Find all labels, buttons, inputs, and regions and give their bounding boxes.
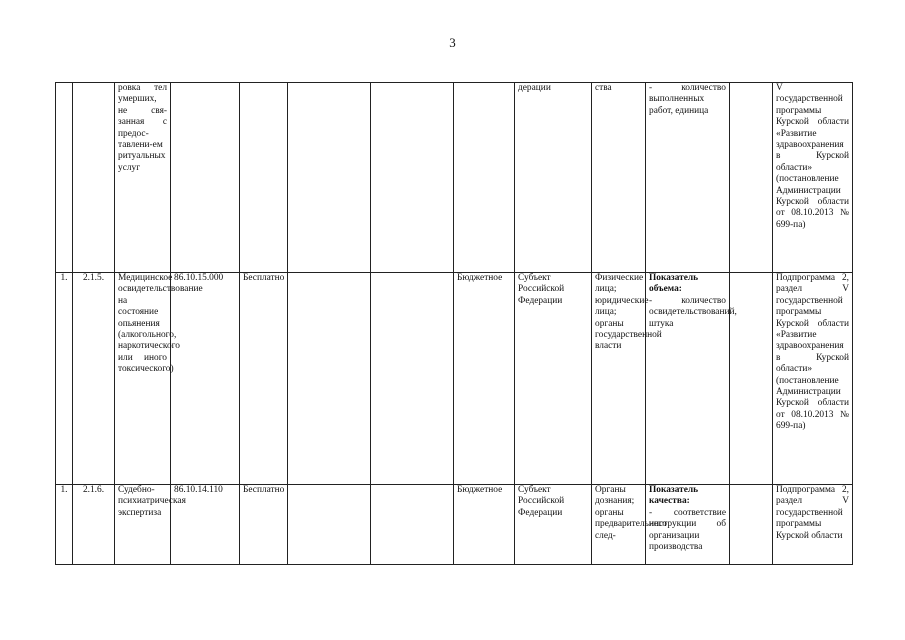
service-code-cell: [73, 83, 115, 273]
founder-cell: Субъект Российской Федерации: [515, 485, 592, 565]
legal-basis-cell: V государственной программы Курской области «Развитие здравоохранения в Курской области» (постановление Администрации Курской области от 08.10.2013 № 699-па): [773, 83, 853, 273]
okved-code-cell: [171, 83, 240, 273]
okved-code-cell: 86.10.15.000: [171, 273, 240, 485]
institution-type-cell: Бюджетное: [454, 273, 515, 485]
cost-cell: [240, 83, 288, 273]
service-name-cell: Медицинское освидетельствование на состояние опьянения (алкогольного, наркотического или иного токсического): [115, 273, 171, 485]
indicator-body: - соответствие инструкции об организации производства: [649, 507, 726, 553]
founder-cell: дерации: [515, 83, 592, 273]
legal-basis-cell: Подпрограмма 2, раздел V государственной программы Курской области «Развитие здравоохранения в Курской области» (постановление Администрации Курской области от 08.10.2013 № 699-па): [773, 273, 853, 485]
founder-cell: Субъект Российской Федерации: [515, 273, 592, 485]
indicator-body: - количество выполненных работ, единица: [649, 83, 726, 116]
institution-type-cell: Бюджетное: [454, 485, 515, 565]
indicator-cell: [646, 485, 730, 565]
indicator-cell: [646, 273, 737, 485]
row-number-cell: 1.: [56, 485, 73, 565]
okved-code-cell: 86.10.14.110: [171, 485, 240, 565]
indicator-title: Показатель качества:: [649, 485, 699, 507]
page-number: 3: [449, 35, 456, 50]
consumers-cell: Физические лица; юридические лица; органы государственной власти: [592, 273, 646, 485]
empty-cell: [371, 83, 454, 273]
row-number-cell: [56, 83, 73, 273]
cost-cell: Бесплатно: [240, 485, 288, 565]
empty-cell: [730, 485, 773, 565]
services-registry-table: [55, 82, 853, 565]
service-code-cell: 2.1.5.: [73, 273, 115, 485]
empty-cell: [288, 273, 371, 485]
indicator-title: Показатель объема:: [649, 273, 699, 295]
empty-cell: [730, 83, 773, 273]
institution-type-cell: [454, 83, 515, 273]
service-code-cell: 2.1.6.: [73, 485, 115, 565]
empty-cell: [288, 485, 371, 565]
table-row: [56, 485, 853, 565]
empty-cell: [371, 485, 454, 565]
indicator-cell: [646, 83, 730, 273]
row-number-cell: 1.: [56, 273, 73, 485]
consumers-cell: Органы дознания; органы предварительного след-: [592, 485, 646, 565]
cost-cell: Бесплатно: [240, 273, 288, 485]
table-row: [56, 273, 853, 485]
service-name-cell: ровка тел умерших, не свя-занная с предос-тавлени-ем ритуальных услуг: [115, 83, 171, 273]
table-row: [56, 83, 853, 273]
indicator-body: - количество освидетельствований, штука: [649, 295, 737, 329]
empty-cell: [371, 273, 454, 485]
empty-cell: [288, 83, 371, 273]
empty-cell: [730, 273, 773, 485]
consumers-cell: ства: [592, 83, 646, 273]
legal-basis-cell: Подпрограмма 2, раздел V государственной программы Курской области: [773, 485, 853, 565]
service-name-cell: Судебно-психиатрическая экспертиза: [115, 485, 171, 565]
